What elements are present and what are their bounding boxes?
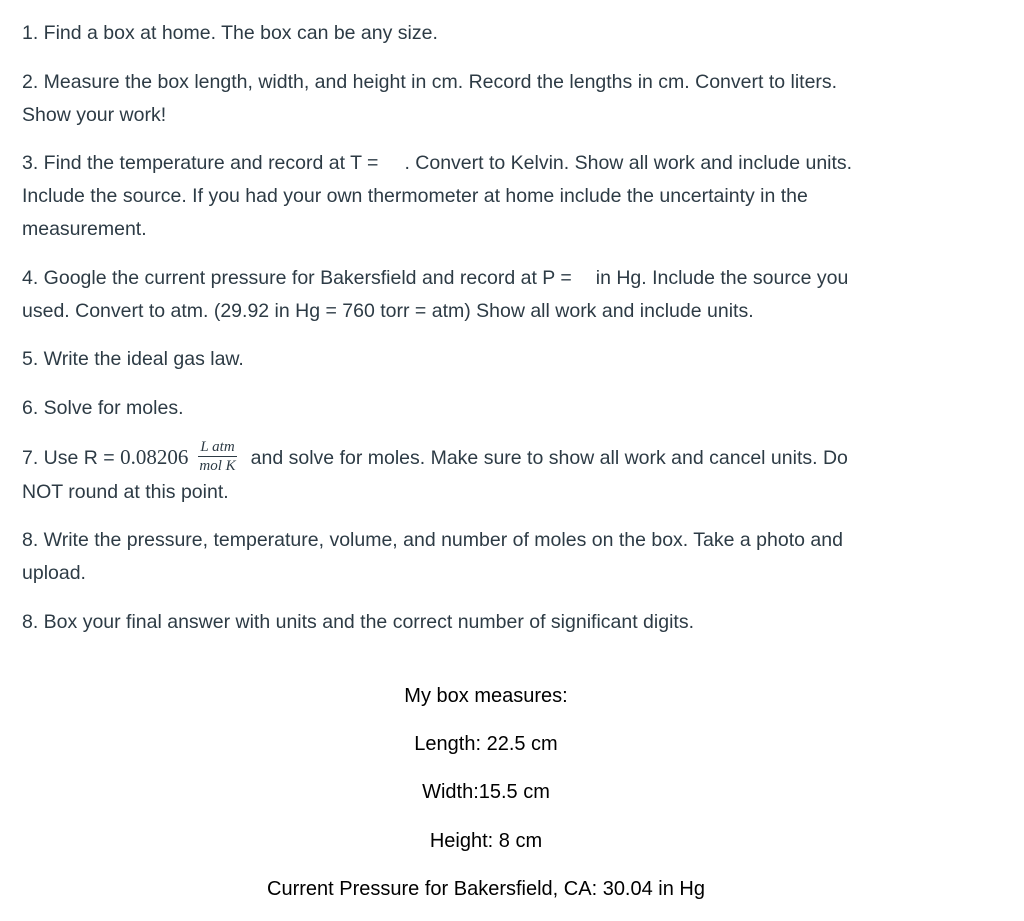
step-7 (22, 441, 982, 509)
step-5-text: 5. Write the ideal gas law. (22, 348, 244, 370)
step-6-text: 6. Solve for moles. (22, 397, 184, 419)
pressure-value: Current Pressure for Bakersfield, CA: 30.04 in Hg (267, 878, 705, 900)
step-5 (22, 343, 982, 376)
step-3-text-a: 3. Find the temperature and record at T = (22, 152, 379, 174)
step-3-line-2: Include the source. If you had your own thermometer at home include the uncertainty in the (22, 185, 808, 207)
width-value: Width:15.5 cm (422, 781, 550, 803)
step-6 (22, 392, 982, 425)
length-value: Length: 22.5 cm (414, 733, 558, 755)
step-8-line-1: 8. Write the pressure, temperature, volume, and number of moles on the box. Take a photo and (22, 529, 843, 551)
step-4-text-b: in Hg. Include the source you (595, 267, 849, 289)
step-3-text-b: . Convert to Kelvin. Show all work and include units. (404, 152, 853, 174)
step-4-text-a: 4. Google the current pressure for Bakersfield and record at P = (22, 267, 572, 289)
step-9 (22, 606, 982, 639)
step-2-line-2: Show your work! (22, 104, 167, 126)
height-value: Height: 8 cm (429, 830, 543, 852)
step-8 (22, 524, 982, 590)
step-2-line-1: 2. Measure the box length, width, and height in cm. Record the lengths in cm. Convert to liters. (22, 71, 838, 93)
gas-constant-unit-numerator: L atm (200, 439, 235, 456)
step-7-prefix: 7. Use R = (22, 447, 115, 469)
step-9-text: 8. Box your final answer with units and the correct number of significant digits. (22, 611, 694, 633)
step-1 (22, 17, 982, 50)
measurements-heading: My box measures: (404, 685, 568, 707)
step-2 (22, 66, 982, 132)
step-3-line-3: measurement. (22, 218, 147, 240)
step-4 (22, 262, 982, 328)
step-4-line-2: used. Convert to atm. (29.92 in Hg = 760 torr = atm) Show all work and include units. (22, 300, 754, 322)
step-1-text: 1. Find a box at home. The box can be any size. (22, 22, 438, 44)
step-7-line-2: NOT round at this point. (22, 481, 229, 504)
gas-constant-value: 0.08206 (120, 445, 189, 469)
gas-constant-unit-fraction (198, 439, 236, 474)
step-3 (22, 147, 982, 246)
step-7-suffix: and solve for moles. Make sure to show all work and cancel units. Do (250, 447, 848, 469)
step-8-line-2: upload. (22, 562, 86, 584)
gas-constant-unit-denominator: mol K (199, 458, 236, 475)
